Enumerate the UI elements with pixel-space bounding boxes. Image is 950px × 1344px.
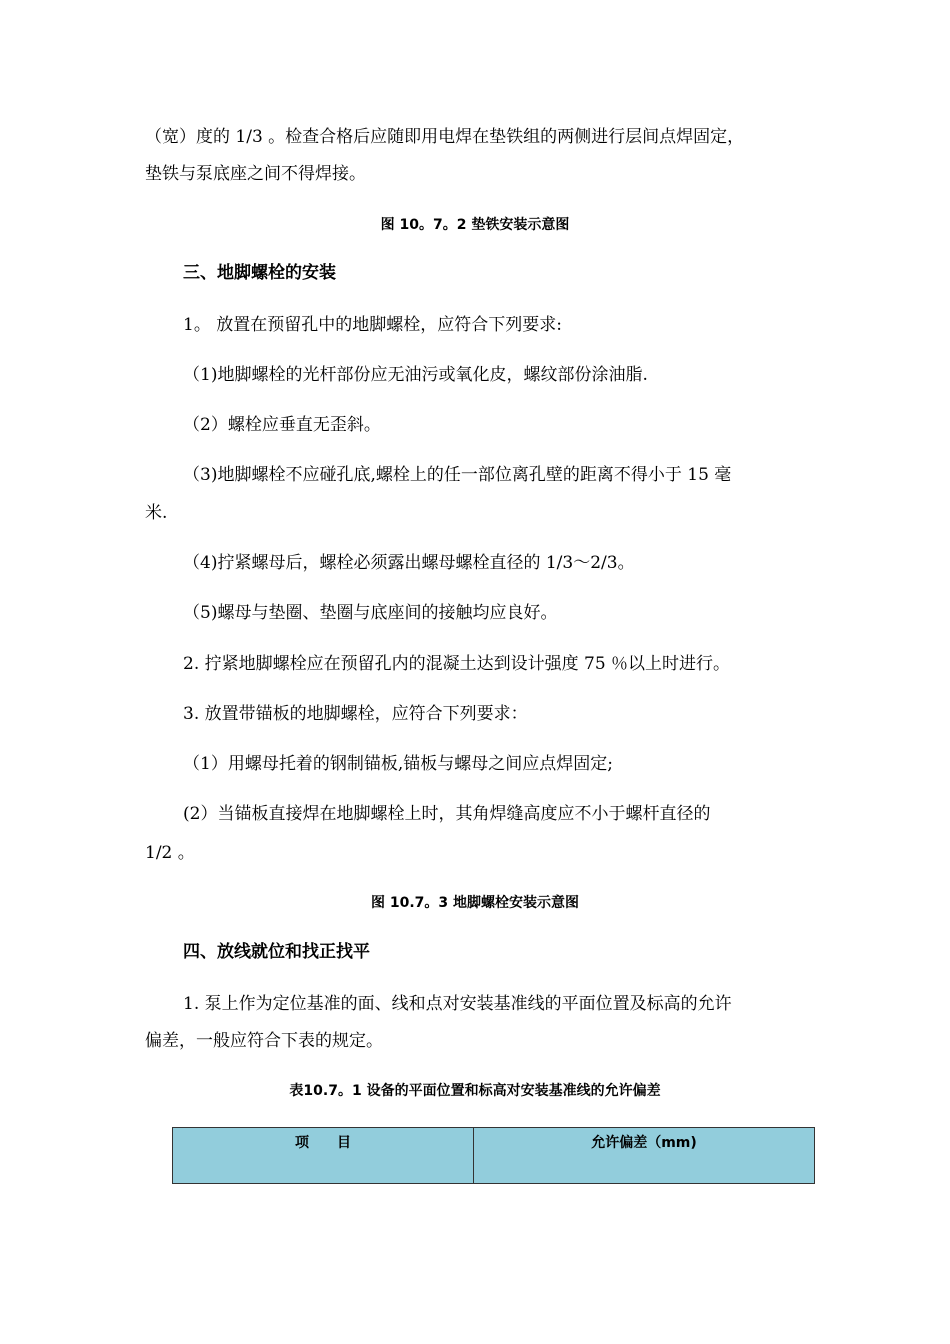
list-item: 3. 放置带锚板的地脚螺栓，应符合下列要求： (183, 704, 528, 724)
list-item: 1/2 。 (145, 843, 195, 863)
list-item: （1)地脚螺栓的光杆部份应无油污或氧化皮，螺纹部份涂油脂. (183, 365, 648, 385)
table-header-item: 项 目 (173, 1128, 474, 1184)
table-header-row (173, 1128, 815, 1184)
list-item: 偏差，一般应符合下表的规定。 (145, 1031, 383, 1051)
list-item: (2）当锚板直接焊在地脚螺栓上时，其角焊缝高度应不小于螺杆直径的 (183, 804, 711, 824)
tolerance-table (172, 1127, 815, 1184)
list-item: 1. 泵上作为定位基准的面、线和点对安装基准线的平面位置及标高的允许 (183, 994, 732, 1014)
list-item: （5)螺母与垫圈、垫圈与底座间的接触均应良好。 (183, 603, 558, 623)
list-item: 1。 放置在预留孔中的地脚螺栓，应符合下列要求: (183, 315, 562, 335)
figure-caption: 图 10。7。2 垫铁安装示意图 (380, 217, 570, 233)
paragraph-line: （宽）度的 1/3 。检查合格后应随即用电焊在垫铁组的两侧进行层间点焊固定， (145, 127, 745, 147)
list-item: （2）螺栓应垂直无歪斜。 (183, 415, 381, 435)
list-item: （1）用螺母托着的钢制锚板,锚板与螺母之间应点焊固定; (183, 754, 613, 774)
table-caption: 表10.7。1 设备的平面位置和标高对安装基准线的允许偏差 (289, 1083, 661, 1099)
section-heading: 三、地脚螺栓的安装 (183, 263, 336, 283)
list-item: 米. (145, 503, 168, 523)
list-item: （4)拧紧螺母后，螺栓必须露出螺母螺栓直径的 1/3～2/3。 (183, 553, 635, 573)
list-item: （3)地脚螺栓不应碰孔底,螺栓上的任一部位离孔壁的距离不得小于 15 毫 (183, 465, 732, 485)
list-item: 2. 拧紧地脚螺栓应在预留孔内的混凝土达到设计强度 75 ％以上时进行。 (183, 654, 731, 674)
paragraph-line: 垫铁与泵底座之间不得焊接。 (145, 164, 366, 184)
figure-caption: 图 10.7。3 地脚螺栓安装示意图 (370, 895, 580, 911)
section-heading: 四、放线就位和找正找平 (183, 942, 370, 962)
table-header-tolerance: 允许偏差（mm) (474, 1128, 815, 1184)
